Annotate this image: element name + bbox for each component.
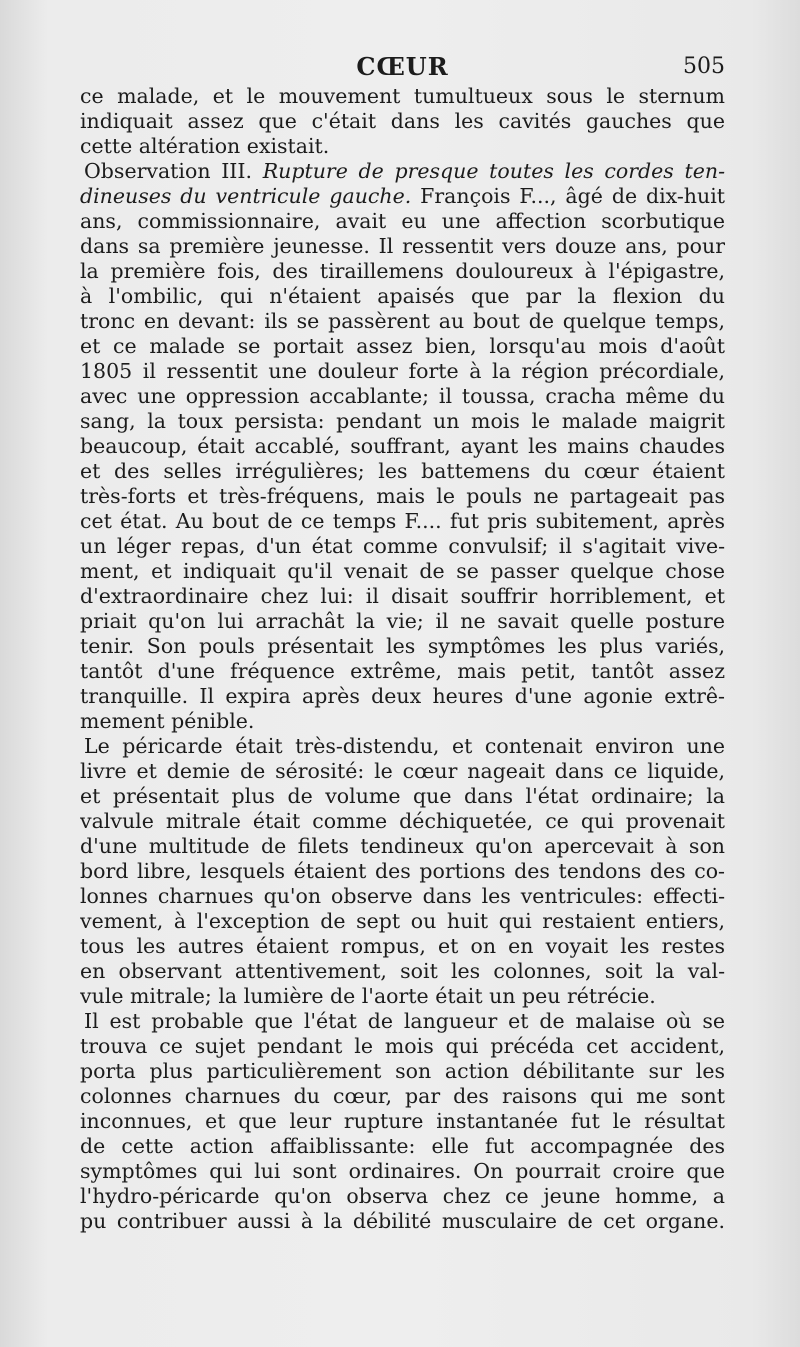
text-line: colonnes charnues du cœur, par des raisons qui me sont bbox=[80, 1084, 725, 1108]
text-line: ans, commissionnaire, avait eu une affection scorbutique bbox=[80, 209, 725, 233]
text-line: l'hydro-péricarde qu'on observa chez ce jeune homme, a bbox=[80, 1184, 725, 1208]
text-line: valvule mitrale était comme déchiquetée, ce qui provenait bbox=[80, 809, 725, 833]
text-line: vement, à l'exception de sept ou huit qui restaient entiers, bbox=[80, 909, 725, 933]
text-line: très-forts et très-fréquens, mais le pouls ne partageait pas bbox=[80, 484, 725, 508]
text-line: en observant attentivement, soit les colonnes, soit la val- bbox=[80, 959, 725, 983]
text-line: et des selles irrégulières; les battemens du cœur étaient bbox=[80, 459, 725, 483]
body-text bbox=[80, 84, 725, 1234]
text-line: tenir. Son pouls présentait les symptômes les plus variés, bbox=[80, 634, 725, 658]
text-line: bord libre, lesquels étaient des portions des tendons des co- bbox=[80, 859, 725, 883]
text-line: beaucoup, était accablé, souffrant, ayant les mains chaudes bbox=[80, 434, 725, 458]
text-line: vule mitrale; la lumière de l'aorte était un peu rétrécie. bbox=[80, 984, 656, 1008]
text-line: d'extraordinaire chez lui: il disait souffrir horriblement, et bbox=[80, 584, 725, 608]
page-header-title: CŒUR bbox=[356, 52, 449, 81]
text-line: tous les autres étaient rompus, et on en voyait les restes bbox=[80, 934, 725, 958]
text-line: ment, et indiquait qu'il venait de se passer quelque chose bbox=[80, 559, 725, 583]
text-line: de cette action affaiblissante: elle fut accompagnée des bbox=[80, 1134, 725, 1158]
text-line: lonnes charnues qu'on observe dans les ventricules: effecti- bbox=[80, 884, 725, 908]
page-number: 505 bbox=[683, 54, 725, 79]
text-line: Observation III. Rupture de presque toutes les cordes ten- bbox=[84, 159, 725, 183]
text-line: inconnues, et que leur rupture instantanée fut le résultat bbox=[80, 1109, 725, 1133]
text-line: un léger repas, d'un état comme convulsif; il s'agitait vive- bbox=[80, 534, 725, 558]
text-line: et présentait plus de volume que dans l'état ordinaire; la bbox=[80, 784, 725, 808]
text-line: avec une oppression accablante; il toussa, cracha même du bbox=[80, 384, 725, 408]
text-line: priait qu'on lui arrachât la vie; il ne savait quelle posture bbox=[80, 609, 725, 633]
text-line: Le péricarde était très-distendu, et contenait environ une bbox=[84, 734, 725, 758]
text-line: tantôt d'une fréquence extrême, mais petit, tantôt assez bbox=[80, 659, 725, 683]
text-line: cette altération existait. bbox=[80, 134, 330, 158]
text-line: 1805 il ressentit une douleur forte à la région précordiale, bbox=[80, 359, 725, 383]
text-line: indiquait assez que c'était dans les cavités gauches que bbox=[80, 109, 725, 133]
text-line: ce malade, et le mouvement tumultueux sous le sternum bbox=[80, 84, 725, 108]
text-line: tranquille. Il expira après deux heures d'une agonie extrê- bbox=[80, 684, 725, 708]
text-line: dans sa première jeunesse. Il ressentit vers douze ans, pour bbox=[80, 234, 725, 258]
text-line: à l'ombilic, qui n'étaient apaisés que par la flexion du bbox=[80, 284, 725, 308]
running-head bbox=[80, 52, 725, 84]
text-line: livre et demie de sérosité: le cœur nageait dans ce liquide, bbox=[80, 759, 725, 783]
text-line: et ce malade se portait assez bien, lorsqu'au mois d'août bbox=[80, 334, 725, 358]
text-line: mement pénible. bbox=[80, 709, 255, 733]
text-line: dineuses du ventricule gauche. François F..., âgé de dix-huit bbox=[80, 184, 725, 208]
text-line: tronc en devant: ils se passèrent au bout de quelque temps, bbox=[80, 309, 725, 333]
text-line: sang, la toux persista: pendant un mois le malade maigrit bbox=[80, 409, 725, 433]
text-line: la première fois, des tiraillemens douloureux à l'épigastre, bbox=[80, 259, 725, 283]
text-line: porta plus particulièrement son action débilitante sur les bbox=[80, 1059, 725, 1083]
text-line: symptômes qui lui sont ordinaires. On pourrait croire que bbox=[80, 1159, 725, 1183]
text-line: trouva ce sujet pendant le mois qui précéda cet accident, bbox=[80, 1034, 725, 1058]
text-line: cet état. Au bout de ce temps F.... fut pris subitement, après bbox=[80, 509, 725, 533]
text-line: pu contribuer aussi à la débilité musculaire de cet organe. bbox=[80, 1209, 725, 1233]
text-line: Il est probable que l'état de langueur et de malaise où se bbox=[84, 1009, 725, 1033]
text-line: d'une multitude de filets tendineux qu'on apercevait à son bbox=[80, 834, 725, 858]
